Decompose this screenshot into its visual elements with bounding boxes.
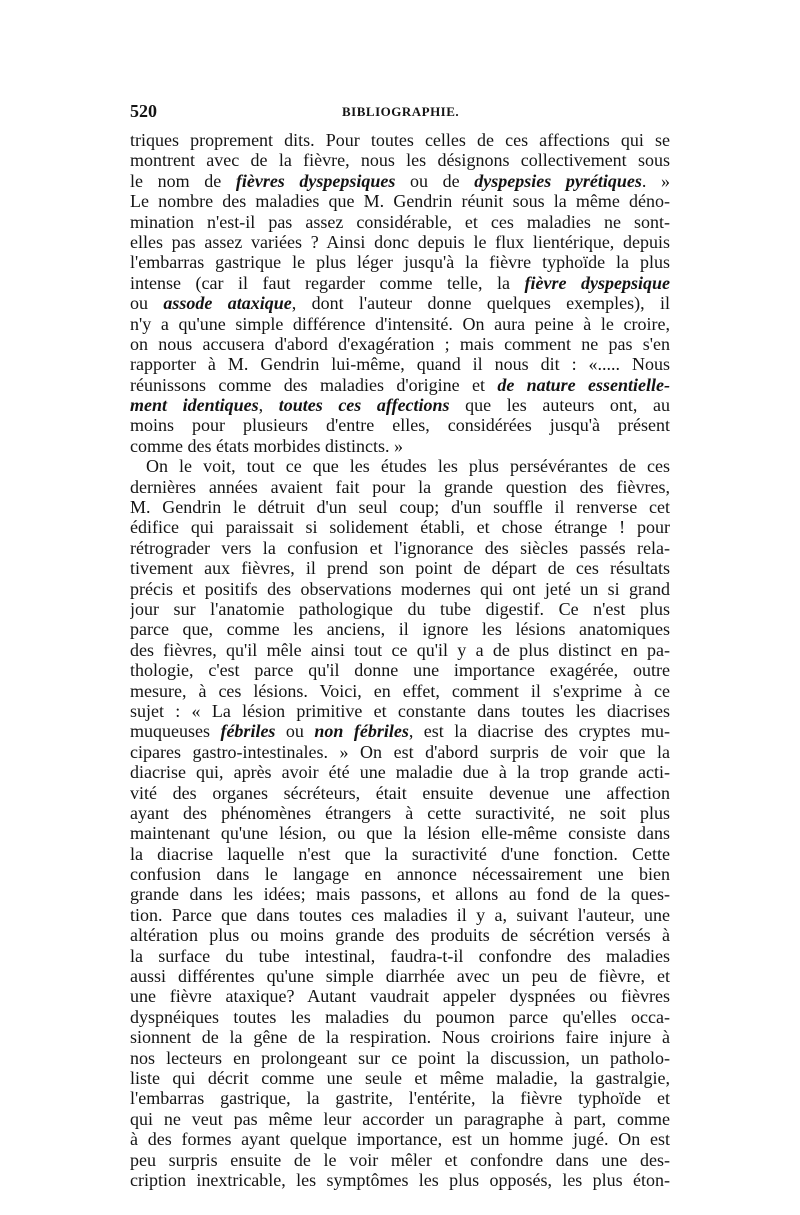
- text-line: l'embarras gastrique, la gastrite, l'entérite, la fièvre typhoïde et: [130, 1088, 670, 1109]
- text-line: cription inextricable, les symptômes les plus opposés, les plus éton-: [130, 1169, 670, 1190]
- text-line: grande dans les idées; mais passons, et allons au fond de la ques-: [130, 884, 670, 905]
- text-line: sionnent de la gêne de la respiration. Nous croirions faire injure à: [130, 1027, 670, 1048]
- text-line: des fièvres, qu'il mêle ainsi tout ce qu'il y a de plus distinct en pa-: [130, 639, 670, 660]
- text-line: intense (car il faut regarder comme telle, la fièvre dyspepsique: [130, 272, 670, 293]
- text-line: On le voit, tout ce que les études les plus persévérantes de ces: [146, 456, 670, 477]
- text-line: ment identiques, toutes ces affections que les auteurs ont, au: [130, 395, 670, 416]
- page-number: 520: [130, 101, 157, 121]
- text-line: montrent avec de la fièvre, nous les désignons collectivement sous: [130, 150, 670, 171]
- text-line: édifice qui paraissait si solidement établi, et chose étrange ! pour: [130, 517, 670, 538]
- body-text: [130, 130, 670, 1190]
- text-line: aussi différentes qu'une simple diarrhée avec un peu de fièvre, et: [130, 966, 670, 987]
- text-line: parce que, comme les anciens, il ignore les lésions anatomiques: [130, 619, 670, 640]
- text-line: sujet : « La lésion primitive et constante dans toutes les diacrises: [130, 700, 670, 721]
- text-line: tivement aux fièvres, il prend son point de départ de ces résultats: [130, 558, 670, 579]
- text-line: liste qui décrit comme une seule et même maladie, la gastralgie,: [130, 1067, 670, 1088]
- text-line: précis et positifs des observations modernes qui ont jeté un si grand: [130, 578, 670, 599]
- text-line: moins pour plusieurs d'entre elles, considérées jusqu'à présent: [130, 415, 670, 436]
- text-line: qui ne veut pas même leur accorder un paragraphe à part, comme: [130, 1108, 670, 1129]
- text-line: Le nombre des maladies que M. Gendrin réunit sous la même déno-: [130, 191, 670, 212]
- text-line: ou assode ataxique, dont l'auteur donne quelques exemples), il: [130, 293, 670, 314]
- text-line: réunissons comme des maladies d'origine et de nature essentielle-: [130, 374, 670, 395]
- text-line: diacrise qui, après avoir été une maladie due à la trop grande acti-: [130, 762, 670, 783]
- text-line: l'embarras gastrique le plus léger jusqu'à la fièvre typhoïde la plus: [130, 252, 670, 273]
- text-line: cipares gastro-intestinales. » On est d'abord surpris de voir que la: [130, 741, 670, 762]
- text-line: elles pas assez variées ? Ainsi donc depuis le flux lientérique, depuis: [130, 231, 670, 252]
- text-line: n'y a qu'une simple différence d'intensité. On aura peine à le croire,: [130, 313, 670, 334]
- text-line: la diacrise laquelle n'est que la suractivité d'une fonction. Cette: [130, 843, 670, 864]
- text-line: rétrograder vers la confusion et l'ignorance des siècles passés rela-: [130, 537, 670, 558]
- text-line: une fièvre ataxique? Autant vaudrait appeler dyspnées ou fièvres: [130, 986, 670, 1007]
- text-line: altération plus ou moins grande des produits de sécrétion versés à: [130, 925, 670, 946]
- text-line: triques proprement dits. Pour toutes celles de ces affections qui se: [130, 130, 670, 150]
- text-line: ayant des phénomènes étrangers à cette suractivité, ne soit plus: [130, 802, 670, 823]
- text-line: la surface du tube intestinal, faudra-t-il confondre des maladies: [130, 945, 670, 966]
- text-line: maintenant qu'une lésion, ou que la lésion elle-même consiste dans: [130, 823, 670, 844]
- text-line: tion. Parce que dans toutes ces maladies il y a, suivant l'auteur, une: [130, 904, 670, 925]
- text-line: muqueuses fébriles ou non fébriles, est la diacrise des cryptes mu-: [130, 721, 670, 742]
- text-line: nos lecteurs en prolongeant sur ce point la discussion, un patholo-: [130, 1047, 670, 1068]
- text-line: peu surpris ensuite de le voir mêler et confondre dans une des-: [130, 1149, 670, 1170]
- text-line: thologie, c'est parce qu'il donne une importance exagérée, outre: [130, 660, 670, 681]
- text-line: rapporter à M. Gendrin lui-même, quand il nous dit : «..... Nous: [130, 354, 670, 375]
- text-line: M. Gendrin le détruit d'un seul coup; d'un souffle il renverse cet: [130, 497, 670, 518]
- text-line: confusion dans le langage en annonce nécessairement une bien: [130, 864, 670, 885]
- text-line: vité des organes sécréteurs, était ensuite devenue une affection: [130, 782, 670, 803]
- running-title: BIBLIOGRAPHIE.: [342, 104, 460, 119]
- text-line: à des formes ayant quelque importance, est un homme jugé. On est: [130, 1129, 670, 1150]
- running-head: [130, 101, 670, 121]
- text-line: le nom de fièvres dyspepsiques ou de dyspepsies pyrétiques. »: [130, 170, 670, 191]
- text-line: comme des états morbides distincts. »: [130, 435, 403, 456]
- text-line: dyspnéiques toutes les maladies du poumon parce qu'elles occa-: [130, 1006, 670, 1027]
- text-line: mination n'est-il pas assez considérable, et ces maladies ne sont-: [130, 211, 670, 232]
- text-line: on nous accusera d'abord d'exagération ; mais comment ne pas s'en: [130, 333, 670, 354]
- text-line: jour sur l'anatomie pathologique du tube digestif. Ce n'est plus: [130, 598, 670, 619]
- text-line: dernières années avaient fait pour la grande question des fièvres,: [130, 476, 670, 497]
- text-line: mesure, à ces lésions. Voici, en effet, comment il s'exprime à ce: [130, 680, 670, 701]
